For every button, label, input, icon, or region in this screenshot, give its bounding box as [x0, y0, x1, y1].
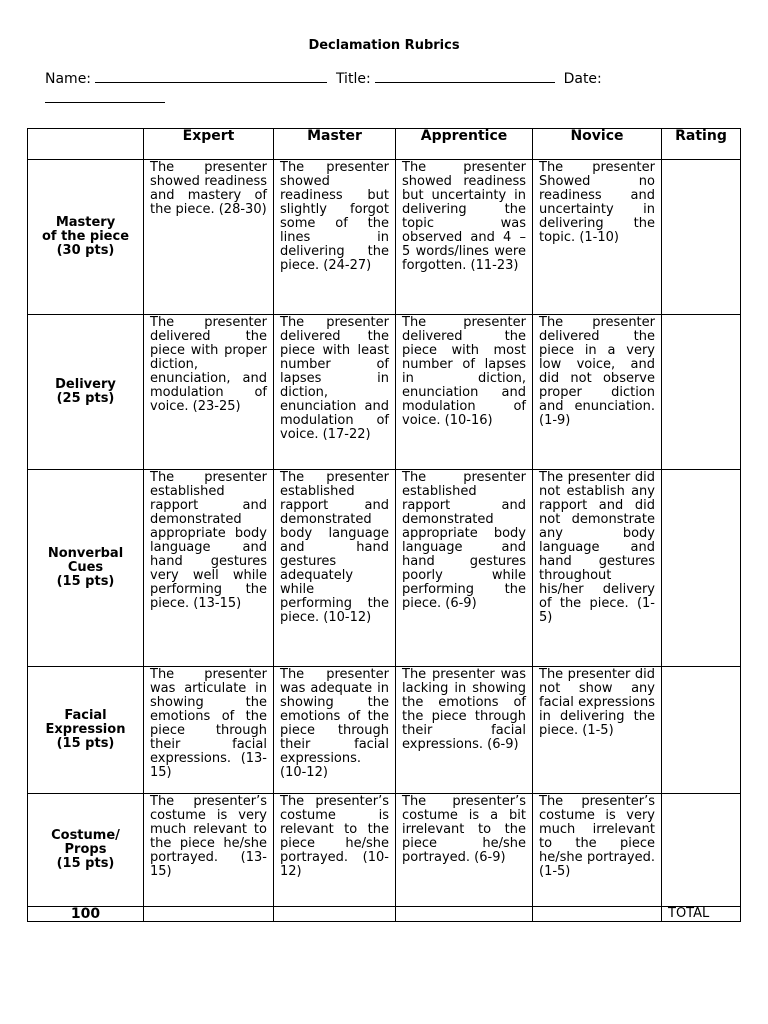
criterion-name: Costume/: [51, 828, 120, 843]
master-cell: The presenter showed readiness but slightly forgot some of the lines in delivering the piece. (24-27): [274, 160, 396, 315]
criterion-name: Delivery: [55, 377, 116, 392]
apprentice-cell: The presenter established rapport and demonstrated appropriate body language and hand gestures poorly while performing the piece. (6-9): [396, 470, 533, 667]
rating-cell[interactable]: [662, 470, 741, 667]
novice-cell: The presenter did not establish any rapport and did not demonstrate any body language and hand gestures throughout his/her delivery of the piece. (1-5): [533, 470, 662, 667]
master-cell: The presenter’s costume is relevant to the piece he/she portrayed. (10-12): [274, 794, 396, 907]
total-points: 100: [28, 907, 144, 922]
master-cell: The presenter delivered the piece with least number of lapses in diction, enunciation and modulation of voice. (17-22): [274, 315, 396, 470]
criterion-name: Facial: [64, 708, 107, 723]
header-row: [28, 129, 741, 160]
criterion-cell: [28, 470, 144, 667]
criterion-cell: [28, 160, 144, 315]
criterion-cell: [28, 667, 144, 794]
header-master: Master: [274, 129, 396, 160]
apprentice-cell: The presenter showed readiness but uncertainty in delivering the topic was observed and 4 – 5 words/lines were forgotten. (11-23): [396, 160, 533, 315]
expert-cell: The presenter’s costume is very much relevant to the piece he/she portrayed. (13-15): [144, 794, 274, 907]
expert-cell: The presenter showed readiness and mastery of the piece. (28-30): [144, 160, 274, 315]
apprentice-cell: The presenter’s costume is a bit irrelevant to the piece he/she portrayed. (6-9): [396, 794, 533, 907]
table-row: [28, 470, 741, 667]
master-cell: The presenter established rapport and demonstrated body language and hand gestures adequately while performing the piece. (10-12): [274, 470, 396, 667]
expert-cell: The presenter was articulate in showing the emotions of the piece through their facial expressions. (13-15): [144, 667, 274, 794]
date-label: Date:: [563, 71, 602, 87]
criterion-points: (30 pts): [56, 243, 115, 258]
criterion-name: Nonverbal: [47, 546, 124, 561]
criterion-name: Mastery: [55, 215, 116, 230]
header-criterion: [28, 129, 144, 160]
criterion-cell: [28, 315, 144, 470]
header-expert: Expert: [144, 129, 274, 160]
criterion-points: (15 pts): [56, 736, 115, 751]
criterion-points: (15 pts): [56, 574, 115, 589]
criterion-points: (15 pts): [56, 856, 115, 871]
total-row: [28, 907, 741, 922]
document-title: Declamation Rubrics: [308, 38, 460, 53]
header-fields: [45, 68, 725, 108]
total-label: TOTAL: [662, 907, 741, 922]
criterion-name: Props: [64, 842, 107, 857]
table-row: [28, 315, 741, 470]
empty-cell: [533, 907, 662, 922]
criterion-cell: [28, 794, 144, 907]
criterion-points: (25 pts): [56, 391, 115, 406]
title-field[interactable]: [375, 68, 555, 83]
rating-cell[interactable]: [662, 315, 741, 470]
header-rating: Rating: [662, 129, 741, 160]
header-novice: Novice: [533, 129, 662, 160]
master-cell: The presenter was adequate in showing the emotions of the piece through their facial expressions. (10-12): [274, 667, 396, 794]
expert-cell: The presenter delivered the piece with proper diction, enunciation, and modulation of voice. (23-25): [144, 315, 274, 470]
table-row: [28, 794, 741, 907]
rating-cell[interactable]: [662, 160, 741, 315]
criterion-name: Cues: [67, 560, 104, 575]
header-apprentice: Apprentice: [396, 129, 533, 160]
empty-cell: [274, 907, 396, 922]
name-field[interactable]: [95, 68, 327, 83]
empty-cell: [144, 907, 274, 922]
apprentice-cell: The presenter delivered the piece with most number of lapses in diction, enunciation and modulation of voice. (10-16): [396, 315, 533, 470]
novice-cell: The presenter Showed no readiness and uncertainty in delivering the topic. (1-10): [533, 160, 662, 315]
novice-cell: The presenter’s costume is very much irrelevant to the piece he/she portrayed. (1-5): [533, 794, 662, 907]
expert-cell: The presenter established rapport and demonstrated appropriate body language and hand gestures very well while performing the piece. (13-15): [144, 470, 274, 667]
novice-cell: The presenter did not show any facial expressions in delivering the piece. (1-5): [533, 667, 662, 794]
rating-cell[interactable]: [662, 794, 741, 907]
criterion-name: of the piece: [41, 229, 130, 244]
table-row: [28, 160, 741, 315]
table-row: [28, 667, 741, 794]
novice-cell: The presenter delivered the piece in a very low voice, and did not observe proper diction and enunciation. (1-9): [533, 315, 662, 470]
title-label: Title:: [335, 71, 371, 87]
apprentice-cell: The presenter was lacking in showing the emotions of the piece through their facial expressions. (6-9): [396, 667, 533, 794]
date-field[interactable]: [45, 88, 165, 103]
rubric-table: [27, 128, 741, 922]
name-label: Name:: [45, 71, 92, 87]
criterion-name: Expression: [45, 722, 126, 737]
empty-cell: [396, 907, 533, 922]
rating-cell[interactable]: [662, 667, 741, 794]
